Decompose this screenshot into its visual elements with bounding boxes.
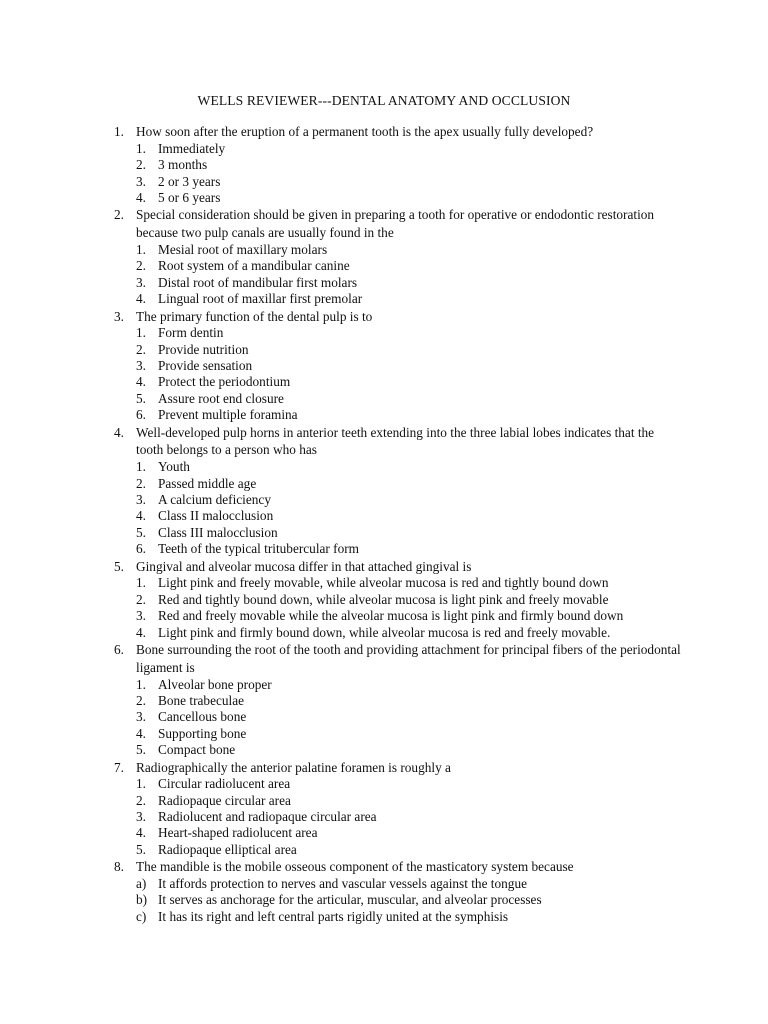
answer-option	[0, 793, 768, 809]
option-label: 2.	[136, 475, 146, 491]
answer-option	[0, 525, 768, 541]
option-text: Radiopaque circular area	[158, 792, 291, 808]
answer-option	[0, 242, 768, 258]
option-text: Immediately	[158, 140, 226, 156]
answer-option	[0, 693, 768, 709]
option-text: It serves as anchorage for the articular, muscular, and alveolar processes	[158, 892, 542, 908]
answer-option	[0, 909, 768, 925]
question-number: 6.	[114, 641, 124, 657]
option-label: 3.	[136, 274, 146, 290]
option-label: 4.	[136, 291, 146, 307]
question-text: Radiographically the anterior palatine foramen is roughly a	[136, 759, 451, 775]
option-label: 3.	[136, 709, 146, 725]
document-title: WELLS REVIEWER---DENTAL ANATOMY AND OCCLUSION	[197, 93, 571, 108]
option-label: 1.	[136, 676, 146, 692]
option-label: 3.	[136, 608, 146, 624]
answer-options	[0, 459, 768, 557]
answer-option	[0, 876, 768, 892]
option-text: It has its right and left central parts rigidly united at the symphisis	[158, 908, 509, 924]
answer-option	[0, 459, 768, 475]
answer-option	[0, 342, 768, 358]
option-label: 3.	[136, 492, 146, 508]
question-number: 1.	[114, 124, 124, 139]
option-text: Light pink and freely movable, while alveolar mucosa is red and tightly bound down	[158, 575, 609, 591]
option-label: 3.	[136, 173, 146, 189]
option-label: 1.	[136, 459, 146, 475]
option-label: 2.	[136, 792, 146, 808]
option-label: 2.	[136, 157, 146, 173]
answer-options	[0, 325, 768, 423]
option-text: Distal root of mandibular first molars	[158, 274, 358, 290]
option-label: 2.	[136, 341, 146, 357]
answer-option	[0, 608, 768, 624]
answer-options	[0, 141, 768, 207]
option-text: Radiolucent and radiopaque circular area	[158, 809, 377, 825]
option-label: 4.	[136, 189, 146, 205]
option-text: Red and tightly bound down, while alveolar mucosa is light pink and freely movable	[158, 591, 609, 607]
option-label: 2.	[136, 692, 146, 708]
question-item	[0, 641, 768, 759]
option-text: 3 months	[158, 157, 208, 173]
question-number: 4.	[114, 424, 124, 440]
option-label: 1.	[136, 325, 146, 341]
option-label: 6.	[136, 541, 146, 557]
option-text: Form dentin	[158, 325, 224, 341]
option-text: Provide nutrition	[158, 341, 249, 357]
answer-option	[0, 325, 768, 341]
option-label: a)	[136, 876, 147, 892]
question-item	[0, 206, 768, 307]
question-text: The mandible is the mobile osseous component of the masticatory system because	[136, 859, 574, 875]
answer-option	[0, 190, 768, 206]
option-text: Cancellous bone	[158, 709, 247, 725]
question-text: How soon after the eruption of a permanent tooth is the apex usually fully developed?	[136, 124, 594, 139]
option-label: 1.	[136, 776, 146, 792]
option-text: Lingual root of maxillar first premolar	[158, 291, 363, 307]
answer-option	[0, 892, 768, 908]
question-item	[0, 759, 768, 859]
answer-option	[0, 291, 768, 307]
answer-option	[0, 391, 768, 407]
answer-option	[0, 541, 768, 557]
answer-option	[0, 592, 768, 608]
question-number: 8.	[114, 859, 124, 875]
question-text: Well-developed pulp horns in anterior teeth extending into the three labial lobes indicates that the tooth belongs to a person who has	[136, 424, 655, 458]
answer-option	[0, 625, 768, 641]
option-text: Teeth of the typical tritubercular form	[158, 541, 360, 557]
question-number: 7.	[114, 759, 124, 775]
answer-option	[0, 358, 768, 374]
answer-option	[0, 476, 768, 492]
answer-option	[0, 407, 768, 423]
option-label: 4.	[136, 374, 146, 390]
option-label: 2.	[136, 258, 146, 274]
option-label: 1.	[136, 140, 146, 156]
option-text: Youth	[158, 459, 190, 475]
option-text: Prevent multiple foramina	[158, 407, 298, 423]
option-text: Protect the periodontium	[158, 374, 291, 390]
question-item	[0, 858, 768, 925]
option-label: 4.	[136, 508, 146, 524]
option-label: 3.	[136, 358, 146, 374]
question-number: 3.	[114, 308, 124, 324]
option-label: 5.	[136, 524, 146, 540]
option-text: Bone trabeculae	[158, 692, 245, 708]
option-text: Radiopaque elliptical area	[158, 841, 297, 857]
option-text: Red and freely movable while the alveolar mucosa is light pink and firmly bound down	[158, 608, 624, 624]
answer-option	[0, 141, 768, 157]
question-text: Special consideration should be given in preparing a tooth for operative or endodontic restoration because two pulp canals are usually found in the	[136, 207, 655, 241]
question-item	[0, 123, 768, 206]
option-label: c)	[136, 908, 147, 924]
option-label: 2.	[136, 591, 146, 607]
option-label: 4.	[136, 825, 146, 841]
question-number: 2.	[114, 207, 124, 223]
option-label: 5.	[136, 390, 146, 406]
answer-option	[0, 174, 768, 190]
answer-option	[0, 776, 768, 792]
question-number: 5.	[114, 558, 124, 574]
option-text: 5 or 6 years	[158, 189, 221, 205]
option-text: Supporting bone	[158, 725, 247, 741]
option-text: Class III malocclusion	[158, 524, 278, 540]
question-text: Gingival and alveolar mucosa differ in that attached gingival is	[136, 558, 472, 574]
answer-option	[0, 677, 768, 693]
option-text: Alveolar bone proper	[158, 676, 272, 692]
option-text: Root system of a mandibular canine	[158, 258, 350, 274]
option-text: Mesial root of maxillary molars	[158, 241, 328, 257]
answer-option	[0, 709, 768, 725]
option-label: 6.	[136, 407, 146, 423]
option-text: Passed middle age	[158, 475, 257, 491]
option-text: Circular radiolucent area	[158, 776, 291, 792]
option-text: A calcium deficiency	[158, 492, 271, 508]
option-label: 3.	[136, 809, 146, 825]
answer-options	[0, 776, 768, 858]
answer-options	[0, 575, 768, 641]
answer-option	[0, 575, 768, 591]
option-label: 5.	[136, 841, 146, 857]
answer-option	[0, 492, 768, 508]
answer-option	[0, 809, 768, 825]
option-label: 4.	[136, 624, 146, 640]
answer-option	[0, 374, 768, 390]
option-text: Provide sensation	[158, 358, 253, 374]
option-label: b)	[136, 892, 148, 908]
option-label: 4.	[136, 725, 146, 741]
question-list	[0, 123, 768, 925]
option-text: 2 or 3 years	[158, 173, 221, 189]
option-text: Class II malocclusion	[158, 508, 274, 524]
answer-option	[0, 508, 768, 524]
option-text: Assure root end closure	[158, 390, 284, 406]
option-text: Heart-shaped radiolucent area	[158, 825, 318, 841]
answer-option	[0, 825, 768, 841]
answer-option	[0, 157, 768, 173]
answer-option	[0, 742, 768, 758]
question-item	[0, 558, 768, 641]
option-label: 5.	[136, 742, 146, 758]
answer-option	[0, 726, 768, 742]
answer-option	[0, 275, 768, 291]
question-item	[0, 424, 768, 558]
answer-options	[0, 876, 768, 925]
answer-option	[0, 258, 768, 274]
question-item	[0, 308, 768, 424]
option-text: Light pink and firmly bound down, while alveolar mucosa is red and freely movable.	[158, 624, 611, 640]
question-text: Bone surrounding the root of the tooth and providing attachment for principal fibers of the periodontal ligament is	[136, 641, 681, 675]
option-label: 1.	[136, 575, 146, 591]
option-text: Compact bone	[158, 742, 236, 758]
answer-options	[0, 677, 768, 759]
answer-option	[0, 842, 768, 858]
option-text: It affords protection to nerves and vascular vessels against the tongue	[158, 876, 528, 892]
answer-options	[0, 242, 768, 308]
option-label: 1.	[136, 241, 146, 257]
question-text: The primary function of the dental pulp is to	[136, 308, 373, 324]
